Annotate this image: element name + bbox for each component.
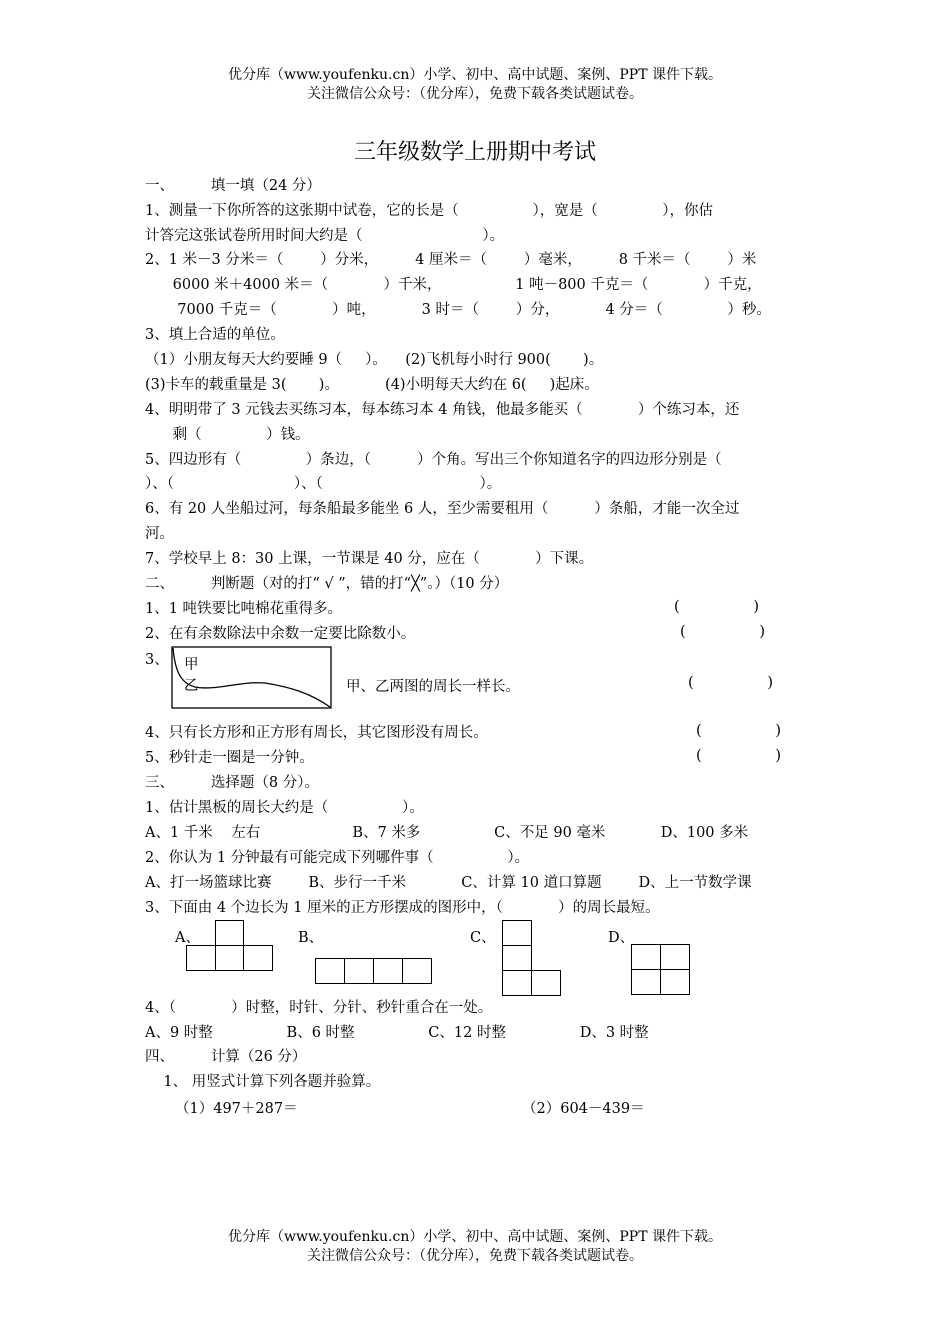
shape-d-square <box>631 969 661 995</box>
s2-answer-paren-1: ( ) <box>674 599 760 615</box>
s3-question-1: 1、估计黑板的周长大约是（ ）。 <box>145 800 424 816</box>
s2-question-2: 2、在有余数除法中余数一定要比除数小。 <box>145 626 416 642</box>
s1-line-2: 计答完这张试卷所用时间大约是（ ）。 <box>145 228 505 244</box>
header-line-1: 优分库（www.youfenku.cn）小学、初中、高中试题、案例、PPT 课件下载。 <box>227 67 722 83</box>
shape-c-square <box>531 970 561 996</box>
s4-subheading: 1、 用竖式计算下列各题并验算。 <box>145 1074 381 1090</box>
option-b-label: B、 <box>298 930 324 946</box>
s1-line-11: 5、四边形有（ ）条边，（ ）个角。写出三个你知道名字的四边形分别是（ <box>145 452 722 468</box>
s4-expression-1: （1）497＋287＝ <box>175 1101 298 1117</box>
shape-d-square <box>631 944 661 970</box>
option-d-label: D、 <box>608 930 635 946</box>
label-jia: 甲 <box>184 657 199 673</box>
s3-question-2-options: A、打一场篮球比赛 B、步行一千米 C、计算 10 道口算题 D、上一节数学课 <box>145 875 752 891</box>
s1-line-12: ）、（ ）、（ ）。 <box>145 476 502 492</box>
s2-question-5: 5、秒针走一圈是一分钟。 <box>145 750 314 766</box>
s1-line-13: 6、有 20 人坐船过河，每条船最多能坐 6 人，至少需要租用（ ）条船，才能一次全过 <box>145 501 740 517</box>
s4-expression-2: （2）604－439＝ <box>522 1101 645 1117</box>
s2-question-1: 1、1 吨铁要比吨棉花重得多。 <box>145 601 343 617</box>
s2-question-3-number: 3、 <box>145 652 169 668</box>
page-title: 三年级数学上册期中考试 <box>353 140 596 165</box>
shape-a-square <box>186 945 216 971</box>
s1-line-15: 7、学校早上 8：30 上课，一节课是 40 分，应在（ ）下课。 <box>145 551 594 567</box>
s1-line-14: 河。 <box>145 526 174 542</box>
jia-yi-figure <box>170 645 334 711</box>
footer-line-1: 优分库（www.youfenku.cn）小学、初中、高中试题、案例、PPT 课件下载。 <box>227 1229 722 1245</box>
s1-line-3: 2、1 米－3 分米＝（ ）分米， 4 厘米＝（ ）毫米， 8 千米＝（ ）米 <box>145 252 757 268</box>
shape-b-square <box>344 958 374 984</box>
s1-line-1: 1、测量一下你所答的这张期中试卷，它的长是（ ），宽是（ ），你估 <box>145 203 713 219</box>
shape-b-square <box>315 958 345 984</box>
s1-line-6: 3、填上合适的单位。 <box>145 327 285 343</box>
footer-line-2: 关注微信公众号：（优分库），免费下载各类试题试卷。 <box>307 1248 643 1264</box>
shape-d-square <box>660 944 690 970</box>
shape-a-square <box>215 920 244 946</box>
shape-d-square <box>660 969 690 995</box>
shape-a-square <box>243 945 273 971</box>
section-1-heading: 一、 填一填（24 分） <box>145 178 321 194</box>
s2-question-4: 4、只有长方形和正方形有周长，其它图形没有周长。 <box>145 725 488 741</box>
s2-question-3-text: 甲、乙两图的周长一样长。 <box>346 679 520 695</box>
s1-line-4: 6000 米＋4000 米＝（ ）千米， 1 吨－800 千克＝（ ）千克， <box>145 277 762 293</box>
s3-question-3: 3、下面由 4 个边长为 1 厘米的正方形摆成的图形中，（ ）的周长最短。 <box>145 900 660 916</box>
s3-question-4-options: A、9 时整 B、6 时整 C、12 时整 D、3 时整 <box>145 1025 649 1041</box>
label-yi: 乙 <box>184 678 199 694</box>
s2-answer-paren-2: ( ) <box>680 624 766 640</box>
s2-answer-paren-3: ( ) <box>688 675 774 691</box>
option-a-label: A、 <box>175 930 200 946</box>
section-2-heading: 二、 判断题（对的打“ √ ”，错的打“╳”。）（10 分） <box>145 576 509 592</box>
shape-c-square <box>502 920 532 946</box>
s1-line-8: (3)卡车的载重量是 3( )。 (4)小明每天大约在 6( )起床。 <box>145 377 599 393</box>
option-c-label: C、 <box>470 930 496 946</box>
section-4-heading: 四、 计算（26 分） <box>145 1049 307 1065</box>
shape-a-square <box>215 945 244 971</box>
s2-answer-paren-5: ( ) <box>696 748 782 764</box>
s1-line-10: 剩（ ）钱。 <box>145 427 310 443</box>
s3-question-2: 2、你认为 1 分钟最有可能完成下列哪件事（ ）。 <box>145 850 530 866</box>
s1-line-9: 4、明明带了 3 元钱去买练习本，每本练习本 4 角钱，他最多能买（ ）个练习本，还 <box>145 402 740 418</box>
header-line-2: 关注微信公众号：（优分库），免费下载各类试题试卷。 <box>307 86 643 102</box>
shape-b-square <box>402 958 432 984</box>
shape-c-square <box>502 970 532 996</box>
s1-line-5: 7000 千克＝（ ）吨， 3 时＝（ ）分， 4 分＝（ ）秒。 <box>145 302 771 318</box>
shape-b-square <box>373 958 403 984</box>
s3-question-1-options: A、1 千米 左右 B、7 米多 C、不足 90 毫米 D、100 多米 <box>145 825 749 841</box>
s3-question-4: 4、（ ）时整，时针、分针、秒针重合在一处。 <box>145 1000 493 1016</box>
s2-answer-paren-4: ( ) <box>696 723 782 739</box>
s1-line-7: （1）小朋友每天大约要睡 9（ ）。 (2)飞机每小时行 900( )。 <box>145 352 604 368</box>
section-3-heading: 三、 选择题（8 分）。 <box>145 775 319 791</box>
shape-c-square <box>502 945 532 971</box>
